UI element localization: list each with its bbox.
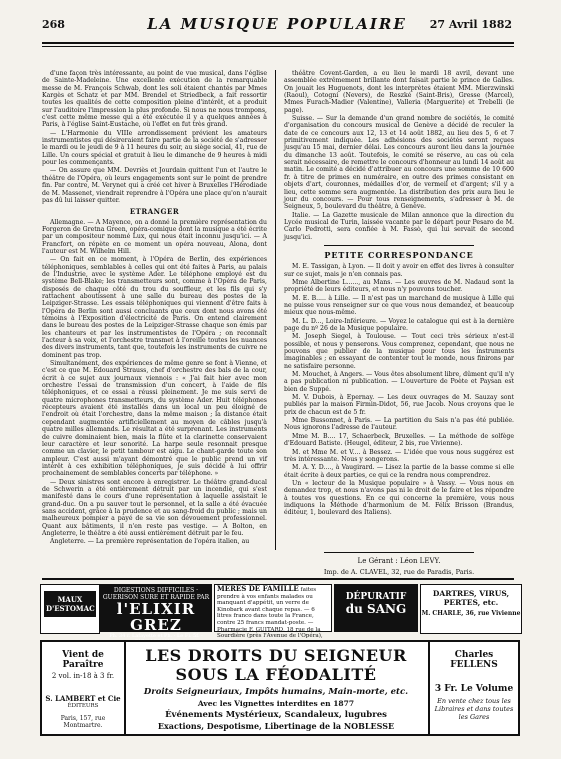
article-paragraph: — Deux sinistres sont encore à enregistrer. Le théâtre grand-ducal de Schwerin a été entièrement détruit par un incendie, qui s'est manifesté dans le cours d'une représentation à laquelle assistait le grand-duc. On a pu sauver tout le personnel, et la salle a été évacuée sans accident, grâce à la prudence et au sang-froid du public ; mais un malheureux pompier a payé de sa vie son dévouement professionnel. Quant aux bâtiments, il n'en reste pas vestige. — A Bolton, en Angleterre, le théâtre a été aussi entièrement détruit par le feu. (42, 478, 267, 537)
correspondence-item: Mme Albertine L......, au Mans. — Les œuvres de M. Nadaud sont la propriété de leurs éditeurs, et nous n'y pouvons toucher. (284, 278, 514, 294)
ad-fellens (428, 642, 518, 734)
ad-depuratif-bottom: du SANG (345, 602, 407, 616)
ad-fellens-price: 3 Fr. Le Volume (434, 684, 514, 694)
article-paragraph: théâtre Covent-Garden, a eu lieu le mardi 18 avril, devant une assemblée extrêmement brillante dont faisait partie le prince de Galles. On jouait les Huguenots, dont les interprètes étaient MM. Mierzwinski (Raoul), Cotogni (Nevers), de Reszké (Saint-Bris), Gresse (Marcel), Mmes Furach-Madier (Valentine), Valleria (Marguerite) et Trebelli (le page). (284, 70, 514, 114)
article-paragraph: — L'Harmonie du VIIIe arrondissement prévient les amateurs instrumentistes qui désireraient faire partie de la société de s'adresser le mardi ou le jeudi de 9 à 11 heures du soir, au siège social, 41, rue de Lille. Un cours spécial et gratuit à lieu le dimanche de 9 heures à midi pour les commençants. (42, 129, 267, 167)
ad-elixir-top: DIGESTIONS DIFFICILES · GUERISON SURE ET RAPIDE PAR (102, 587, 210, 601)
ad-dartres (420, 584, 522, 634)
correspondence-item: M. A. Y. D...., à Vaugirard. — Lisez la partie de la basse comme si elle était écrite à deux parties, ce qui ce la rendra nous comprendrez. (284, 464, 514, 479)
article-paragraph: Allemagne. — A Mayence, on a donné la première représentation du Forgeron de Gretna Green, opéra-comique dont la musique a été écrite par un compositeur nommé Lux, qui nous était inconnu jusqu'ici. — A Francfort, on répète en ce moment un opéra nouveau, Alona, dont l'auteur est M. Wilhelm Hill. (42, 218, 267, 255)
ad-droits-line2: Exactions, Despotisme, Libertinage de la NOBLESSE (157, 721, 395, 731)
ad-paraitre-volumes: 2 vol. in-18 à 3 fr. (51, 672, 115, 680)
correspondence-item: Mme Bussonnet, à Paris. — La partition du Sais n'a pas été publiée. Nous ignorons l'adresse de l'auteur. (284, 417, 514, 432)
ad-paraitre-publisher: S. LAMBERT et Cie (45, 694, 121, 703)
ad-elixir-name: l'ELIXIR GREZ (116, 600, 196, 634)
article-paragraph: — On assure que MM. Devriès et Jourdain quittent l'un et l'autre le théâtre de l'Opéra, où leurs engagements sont sur le point de prendre fin. Par contre, M. Verynet qui a créé cet hiver à Bruxelles l'Hérodiade de M. Massenet, viendrait reprendre à l'Opéra une place qu'on n'aurait pas dû lui laisser quitter. (42, 167, 267, 204)
page-header (42, 16, 512, 42)
header-rule-bottom (42, 46, 514, 47)
right-column (284, 70, 514, 550)
footer-credits (284, 548, 514, 576)
ad-maux-estomac (40, 584, 100, 634)
correspondence-item: M. E. Tassigan, à Lyon. — Il doit y avoir en effet des livres à consulter sur ce sujet, mais je n'en connais pas. (284, 263, 514, 278)
ad-paraitre-address: Paris, 157, rue Montmartre. (60, 715, 106, 729)
correspondence-item: M. E. B..... à Lille. — Il n'est pas un marchand de musique à Lille qui ne puisse vous renseigner sur ce que vous nous demandez, et beaucoup mieux que nous-même. (284, 294, 514, 317)
correspondence-item: M. Mouchet, à Angers. — Vous êtes absolument libre, dûment qu'il n'y a pas publication ni publication. — L'ouverture de Poète et Paysan est bien de Suppé. (284, 371, 514, 393)
ad-paraitre-title: Vient de Paraître (62, 650, 104, 670)
article-paragraph: — On fait en ce moment, à l'Opéra de Berlin, des expériences téléphoniques, semblables à celles qui ont été faites à Paris, au palais de l'Industrie, avec le système Ader. Le téléphone employé est du système Bell-Blake; les transmetteurs sont, comme à l'Opéra de Paris, disposés de chaque côté du trou du souffleur, et les fils qui s'y rattachent aboutissent à une salle du bureau des postes de la Leipziger-Strasse. Les essais téléphoniques qui viennent d'être faits à l'Opéra de Berlin sont aussi concluants que ceux dont nous avons été témoins à l'Exposition d'électricité de Paris. On entend clairement dans le bureau des postes de la Leipziger-Strasse chaque son émis par les chanteurs et par les instrumentistes de l'Opéra ; on reconnaît l'acteur à sa voix, et l'orchestre transmet à l'oreille toutes les nuances des divers instruments, tant que, toutefois les instruments de cuivre ne dominent pas trop. (42, 256, 267, 359)
ad-dartres-top: DARTRES, VIRUS, PERTES, etc. (432, 589, 510, 607)
article-paragraph: Italie. — La Gazette musicale de Milan annonce que la direction du Lycée musical de Turin, laissée vacante par le départ pour Pesaro de M. Carlo Pedrotti, sera confiée à M. Fassò, qui lui servait de second jusqu'ici. (284, 211, 514, 241)
credits-rule (324, 552, 474, 553)
section-heading-etranger: ETRANGER (129, 207, 180, 217)
column-divider (275, 70, 276, 550)
ad-elixir-bottom: Ph. 34 r. Lafayette et Ph. · Le Fl. 5f. · (109, 633, 203, 639)
correspondence-item: Mme M. B.... 17, Schaerbeck, Bruxelles. — La méthode de solfège d'Edouard Batiste. (Heugel, éditeur, 2 bis, rue Vivienne). (284, 432, 514, 448)
ad-droits-line1: Événements Mystérieux, Scandaleux, lugubres (165, 710, 387, 720)
correspondence-item: M. L. D..., Loire-Inférieure. — Voyez le catalogue qui est à la dernière page du nº 26 de la Musique populaire. (284, 317, 514, 332)
ad-meres-de-famille (214, 584, 332, 640)
correspondence-item: M. V. Dubois, à Epernay. — Les deux ouvrages de M. Sauzay sont publiés par la maison Firmin-Didot, 56, rue Jacob. Nous croyons que le prix de chacun est de 5 fr. (284, 394, 514, 416)
ads-rule (42, 578, 514, 580)
issue-date: 27 Avril 1882 (429, 18, 512, 31)
ad-meres-text: faites prendre à vos enfants malades ou manquant d'appétit, un verre de Kinobark avant chaque repas. — 6 litres franco dans toute la France, contre 25 francs mandat-poste. — Pharmacie F. GUITARD, 18 rue de la Sourdière (près l'Avenue de l'Opéra), (217, 587, 323, 640)
article-paragraph: Suisse. — Sur la demande d'un grand nombre de sociétés, le comité d'organisation du concours musical de Genève a décidé de reculer la date de ce concours aux 12, 13 et 14 août 1882, au lieu des 5, 6 et 7 primitivement indiquée. Les adhésions des sociétés seront reçues jusqu'au 15 mai, dernier délai. Les concours auront lieu dans la journée du dimanche 13 août. Toutefois, le comité se réserve, au cas où cela serait nécessaire, de remettre le concours d'honneur au lundi 14 août au matin. Le comité a décidé d'attribuer au concours une somme de 10 600 fr. à titre de primes en numéraire, en outre des primes consistant en objets d'art, couronnes, médailles d'or, de vermeil et d'argent; s'il y a lieu, cette somme sera augmentée. La distribution des prix aura lieu le jour du concours. — Pour tous renseignements, s'adresser à M. de Seigneux, 5, boulevard du théâtre, à Genève. (284, 115, 514, 211)
section-divider (324, 245, 474, 246)
ad-depuratif (334, 584, 418, 632)
correspondence-item: M. Joseph Siegel, à Toulouse. — Tout ceci très sérieux n'est-il possible, et nous y penserons. Vous comprenez, cependant, que nous ne pouvons que publier de la musique pour tous les instruments imaginables ; en essayant de contenter tout le monde, nous finirons par ne satisfaire personne. (284, 333, 514, 370)
ad-elixir-grez (100, 584, 212, 639)
publication-title: LA MUSIQUE POPULAIRE (147, 15, 407, 33)
article-paragraph: Angleterre. — La première représentation de l'opéra italien, au (50, 538, 250, 546)
ad-droits-subtitle: Droits Seigneuriaux, Impôts humains, Main-morte, etc. (143, 687, 409, 697)
ad-dartres-bottom: M. CHARLE, 36, rue Vivienne (421, 610, 521, 617)
article-paragraph: Simultanément, des expériences de même genre se font à Vienne, et c'est ce que M. Edouard Strauss, chef d'orchestre des bals de la cour, écrit à ce sujet aux journaux viennois : « J'ai fait hier avec mon orchestre l'essai de transmission d'un concert, à l'aide de fils téléphoniques, et ce essai a réussi pleinement. Je me suis servi de quatre microphones transmetteurs, du système Ader. Huit téléphones récepteurs avaient été installés dans un local un peu éloigné de l'endroit où était l'orchestre, dans la même maison ; la distance était cependant augmentée artificiellement au moyen de câbles jusqu'à quatre milles allemands. Le résultat a été surprenant. Les instruments de cuivre dominaient bien, mais la flûte et la clarinette conservaient leur caractère et leur sonorité. La harpe seule resonnait presque comme un clavier, le petit tambour est aigu. Le chant-garde toute son ampleur. C'est aussi m'ayant démontré que le public prend un vif intérêt à ces exhibition téléphoniques, je suis décidé à lui offrir prochainement de semblables concerts par téléphone. » (42, 360, 267, 478)
correspondence-item: M. et Mme M. et V.... à Bessez. — L'idée que vous nous suggérez est très intéressante. Nous y songerons. (284, 448, 514, 463)
page-number: 268 (42, 18, 65, 31)
correspondence-heading: PETITE CORRESPONDANCE (324, 249, 474, 260)
ad-droits-vignettes: Avec les Vignettes interdites en 1877 (197, 699, 355, 708)
ad-meres-title: MÈRES DE FAMILLE (217, 584, 299, 593)
ad-band (40, 584, 521, 640)
ad-maux-text: MAUX D'ESTOMAC (44, 591, 96, 617)
article-paragraph: d'une façon très intéressante, au point de vue musical, dans l'église de Sainte-Madeleine. Une excellente exécution de la remarquable messe de M. François Schwab, dont les soli étaient chantés par Mmes Kargès et Schatz et par MM. Brendel et Striedbeck, a fait ressortir toutes les qualités de cette composition pleine d'intérêt, et a produit sur l'auditoire l'impression la plus profonde. Si nous ne nous trompons, c'est cette même messe qui a été exécutée il y a quelques années à Paris, à l'église Saint-Eustache, où l'effet en fut très grand. (42, 70, 267, 129)
ad-vient-de-paraitre (42, 642, 126, 734)
ad-fellens-note: En vente chez tous les Libraires et dans toutes les Gares (434, 697, 514, 721)
ad-paraitre-role: ÉDITEURS (67, 703, 99, 709)
ad-depuratif-top: DÉPURATIF (345, 592, 407, 602)
left-column (42, 70, 267, 560)
ad-droits-main (126, 642, 426, 734)
ad-fellens-name: Charles FELLENS (450, 650, 498, 670)
imprint-line: Imp. de A. CLAVEL, 32, rue de Paradis, Paris. (323, 568, 475, 576)
ad-droits-du-seigneur (40, 640, 520, 736)
gerant-line: Le Gérant : Léon LEVY. (357, 557, 441, 565)
correspondence-item: Un « lecteur de la Musique populaire » à Vassy. — Vous nous en demandez trop, et nous n'avons pas ni le droit de le faire et les répondre à toutes vos questions. En ce qui concerne la première, vous nous indiquons la Méthode d'harmonium de M. Félix Brisson (Brandus, éditeur, 1, boulevard des Italiens). (284, 479, 514, 517)
ad-droits-title: LES DROITS DU SEIGNEUR SOUS LA FÉODALITÉ (145, 646, 407, 684)
header-rule-top (42, 42, 514, 44)
